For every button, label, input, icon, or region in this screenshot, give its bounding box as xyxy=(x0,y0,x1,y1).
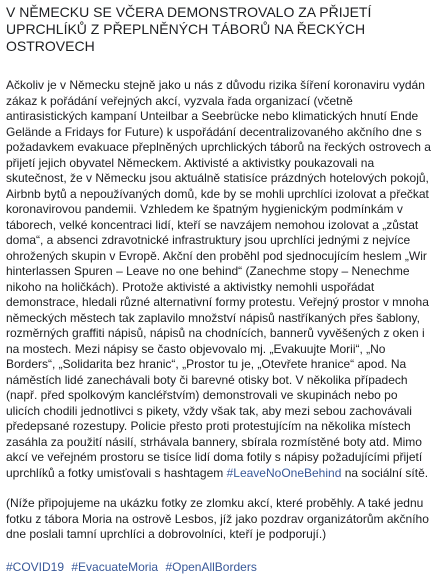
hashtag-list xyxy=(6,560,433,575)
post-paragraph-main-text: Ačkoliv je v Německu stejně jako u nás z důvodu rizika šíření koronaviru vydán zákaz k pořádání veřejných akcí, vyzvala řada organizací (včetně antirasistických kampaní Unteilbar a Seebrücke nebo klimatických hnutí Ende Gelände a Fridays for Future) k uspořádání decentralizovaného akčního dne s požadavkem evakuace přeplněných uprchlických táborů na řeckých ostrovech a přijetí jejich obyvatel Německem. Aktivisté a aktivistky poukazovali na skutečnost, že v Německu jsou aktuálně statisíce prázdných hotelových pokojů, Airbnb bytů a nepoužívaných domů, kde by se mohli uprchlíci izolovat a přečkat koronavirovou pandemii. Vzhledem ke špatným hygienickým podmínkám v táborech, velké koncentraci lidí, kteří se navzájem nemohou izolovat a „zůstat doma“, a absenci zdravotnické infrastruktury jsou uprchlíci jednými z nejvíce ohrožených skupin v Evropě. Akční den proběhl pod sjednocujícím heslem „Wir hinterlassen Spuren – Leave no one behind“ (Zanechme stopy – Nenechme nikoho na holičkách). Protože aktivisté a aktivistky nemohli uspořádat demonstrace, hledali různé alternativní formy protestu. Veřejný prostor v mnoha německých městech tak zaplavilo množství nápisů nastříkaných přes šablony, rozměrných graffiti nápisů, nápisů na chodnících, bannerů vyvěšených z oken i na mostech. Mezi nápisy se často objevovalo mj. „Evakuujte Morii“, „No Borders“, „Solidarita bez hranic“, „Prostor tu je, „Otevřete hranice“ apod. Na náměstích lidé zanechávali boty či barevné otisky bot. V několika případech (např. před spolkovým kancléřstvím) demonstrovali ve skupinách nebo po ulicích chodili jednotlivci s pikety, vždy však tak, aby mezi sebou zachovávali předepsané rozestupy. Policie přesto proti protestujícím na několika místech zasáhla za použití násilí, strhávala bannery, sbírala rozmístěné boty atd. Mimo akcí ve veřejném prostoru se tisíce lidí doma fotily s nápisy požadujícími přijetí uprchlíků a fotky umisťovali s hashtagem xyxy=(6,78,431,480)
post-paragraph-note: (Níže připojujeme na ukázku fotky ze zlomku akcí, které proběhly. A také jednu fotku z tábora Moria na ostrově Lesbos, jíž jako pozdrav organizátorům akčního dne poslali tamní uprchlíci a dobrovolníci, kteří je podporují.) xyxy=(6,496,429,541)
post-paragraph-main xyxy=(6,78,433,481)
hashtag-link-covid19[interactable]: #COVID19 xyxy=(6,559,65,574)
hashtag-link-openallborders[interactable]: #OpenAllBorders xyxy=(165,559,257,574)
hashtag-link-evacuatemoria[interactable]: #EvacuateMoria xyxy=(71,559,159,574)
post-body xyxy=(6,78,433,575)
post-title: V NĚMECKU SE VČERA DEMONSTROVALO ZA PŘIJETÍ UPRCHLÍKŮ Z PŘEPLNĚNÝCH TÁBORŮ NA ŘECKÝCH OSTROVECH xyxy=(6,4,372,54)
hashtag-link-leavenoonebehind[interactable]: #LeaveNoOneBehind xyxy=(226,465,342,480)
post-paragraph-main-ending: na sociální sítě. xyxy=(341,465,429,480)
